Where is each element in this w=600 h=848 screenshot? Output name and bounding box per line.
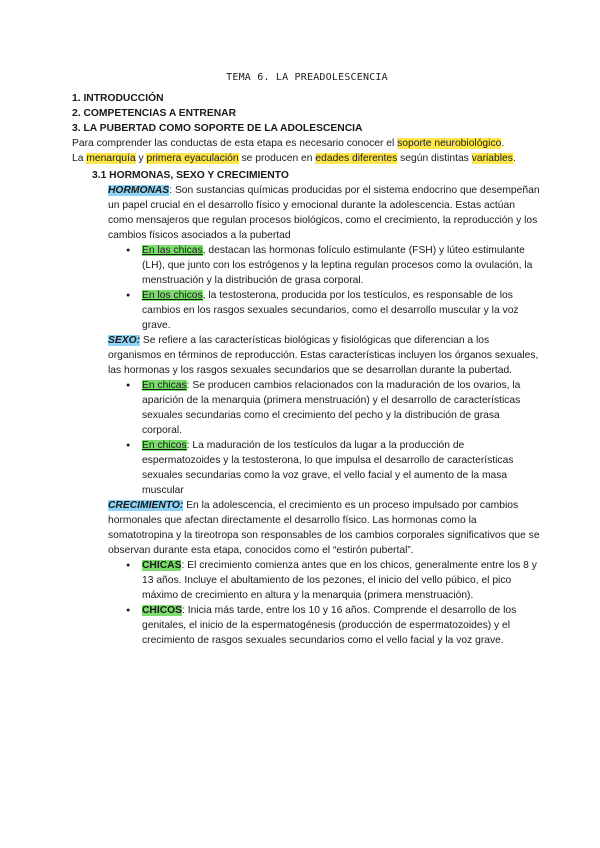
list-item: ● En los chicos, la testosterona, producida por los testículos, es responsable de los cambios en los rasgos sexuales secundarios, como el desarrollo muscular y la voz grave. (124, 288, 542, 333)
document-page (72, 70, 542, 648)
crecimiento-label: CRECIMIENTO: (108, 500, 184, 511)
heading-introduccion: 1. INTRODUCCIÓN (72, 93, 164, 104)
sexo-list (124, 378, 542, 498)
section-sexo (108, 333, 542, 378)
sexo-label: SEXO: (108, 335, 141, 346)
intro-paragraph-1: Para comprender las conductas de esta etapa es necesario conocer el soporte neurobiológico. (72, 138, 505, 149)
list-item: ● En chicos: La maduración de los testículos da lugar a la producción de espermatozoides y la testosterona, lo que impulsa el desarrollo de características sexuales secundarias como la voz grave, el vello facial y el aumento de la masa muscular (124, 438, 542, 498)
section-crecimiento (108, 498, 542, 558)
section-hormonas (108, 183, 542, 243)
heading-pubertad: 3. LA PUBERTAD COMO SOPORTE DE LA ADOLESCENCIA (72, 123, 363, 134)
crecimiento-list (124, 558, 542, 648)
hormonas-list (124, 243, 542, 333)
list-item: ● CHICAS: El crecimiento comienza antes que en los chicos, generalmente entre los 8 y 13 años. Incluye el abultamiento de los pezones, el inicio del vello púbico, el pico máximo de crecimiento en altura y la menarquia (primera menstruación). (124, 558, 542, 603)
list-item: ● CHICOS: Inicia más tarde, entre los 10 y 16 años. Comprende el desarrollo de los genitales, el inicio de la espermatogénesis (producción de espermatozoides) y el crecimiento de rasgos sexuales secundarios como el vello facial y la voz grave. (124, 603, 542, 648)
sexo-paragraph: SEXO: Se refiere a las características biológicas y fisiológicas que diferencian a los organismos en términos de reproducción. Estas características incluyen los órganos sexuales, las hormonas y los rasgos sexuales secundarios que se desarrollan durante la pubertad. (108, 335, 539, 376)
heading-hormonas-sexo-crecimiento: 3.1 HORMONAS, SEXO Y CRECIMIENTO (92, 170, 289, 181)
document-title: TEMA 6. LA PREADOLESCENCIA (226, 72, 388, 83)
hormonas-label: HORMONAS (108, 185, 170, 196)
crecimiento-paragraph: CRECIMIENTO: En la adolescencia, el crecimiento es un proceso impulsado por cambios hormonales que afectan directamente el desarrollo físico. Las hormonas como la somatotropina y la tireotropa son responsables de los cambios corporales significativos que se observan durante esta etapa, conocidos como el “estirón pubertal”. (108, 500, 540, 556)
list-item: ● En las chicas, destacan las hormonas folículo estimulante (FSH) y lúteo estimulante (LH), que junto con los estrógenos y la leptina regulan procesos como la ovulación, la menstruación y la distribución de grasa corporal. (124, 243, 542, 288)
hormonas-paragraph: HORMONAS: Son sustancias químicas producidas por el sistema endocrino que desempeñan un papel crucial en el desarrollo físico y emocional durante la adolescencia. Estas actúan como mensajeros que regulan procesos biológicos, como el crecimiento, la reproducción y los cambios físicos asociados a la pubertad (108, 185, 540, 241)
list-item: ● En chicas: Se producen cambios relacionados con la maduración de los ovarios, la aparición de la menarquia (primera menstruación) y el desarrollo de características sexuales secundarias como el crecimiento del pecho y la distribución de grasa corporal. (124, 378, 542, 438)
heading-competencias: 2. COMPETENCIAS A ENTRENAR (72, 108, 237, 119)
intro-paragraph-2: La menarquía y primera eyaculación se producen en edades diferentes según distintas variables. (72, 153, 516, 164)
